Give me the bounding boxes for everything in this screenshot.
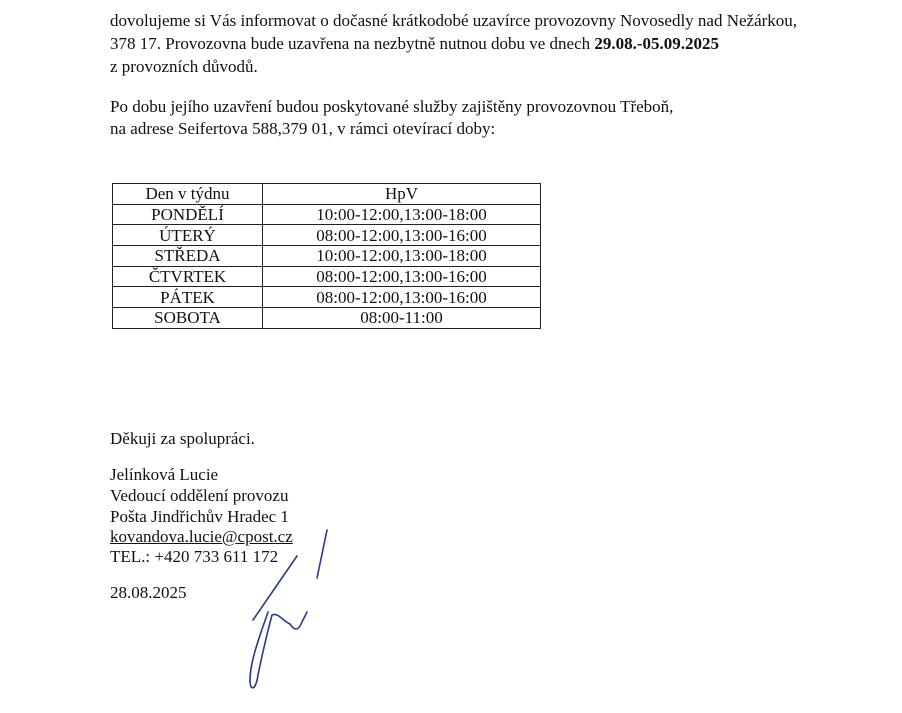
hours-cell: 10:00-12:00,13:00-18:00 — [263, 204, 541, 225]
letter-date: 28.08.2025 — [110, 583, 187, 602]
closing-text: Děkuji za spolupráci. — [110, 429, 255, 448]
day-cell: PÁTEK — [113, 287, 263, 308]
day-cell: ČTVRTEK — [113, 266, 263, 287]
signature-stroke — [317, 530, 327, 578]
email-link[interactable]: kovandova.lucie@cpost.cz — [110, 527, 293, 546]
signer-name: Jelínková Lucie — [110, 465, 219, 484]
signer-position: Vedoucí oddělení provozu — [110, 486, 289, 505]
hours-cell: 08:00-11:00 — [263, 308, 541, 329]
signature-stroke — [253, 556, 297, 620]
signer-office: Pošta Jindřichův Hradec 1 — [110, 507, 289, 526]
day-cell: STŘEDA — [113, 246, 263, 267]
paragraph1-line2-text: 378 17. Provozovna bude uzavřena na nezbytně nutnou dobu ve dnech — [110, 34, 595, 53]
paragraph2-line1: Po dobu jejího uzavření budou poskytované služby zajištěny provozovnou Třeboň, — [110, 97, 674, 116]
day-cell: SOBOTA — [113, 308, 263, 329]
day-cell: PONDĚLÍ — [113, 204, 263, 225]
paragraph2-line2: na adrese Seifertova 588,379 01, v rámci otevírací doby: — [110, 119, 496, 138]
header-hours: HpV — [263, 184, 541, 205]
hours-cell: 08:00-12:00,13:00-16:00 — [263, 287, 541, 308]
paragraph1-line1: dovolujeme si Vás informovat o dočasné krátkodobé uzavírce provozovny Novosedly nad Nežárkou, — [110, 11, 798, 30]
hours-cell: 08:00-12:00,13:00-16:00 — [263, 225, 541, 246]
day-cell: ÚTERÝ — [113, 225, 263, 246]
closure-dates: 29.08.-05.09.2025 — [594, 34, 720, 53]
header-day: Den v týdnu — [113, 184, 263, 205]
hours-cell: 08:00-12:00,13:00-16:00 — [263, 266, 541, 287]
hours-cell: 10:00-12:00,13:00-18:00 — [263, 246, 541, 267]
paragraph1-line3: z provozních důvodů. — [110, 57, 258, 76]
signature-stroke — [250, 612, 307, 688]
signer-phone: TEL.: +420 733 611 172 — [110, 547, 279, 566]
